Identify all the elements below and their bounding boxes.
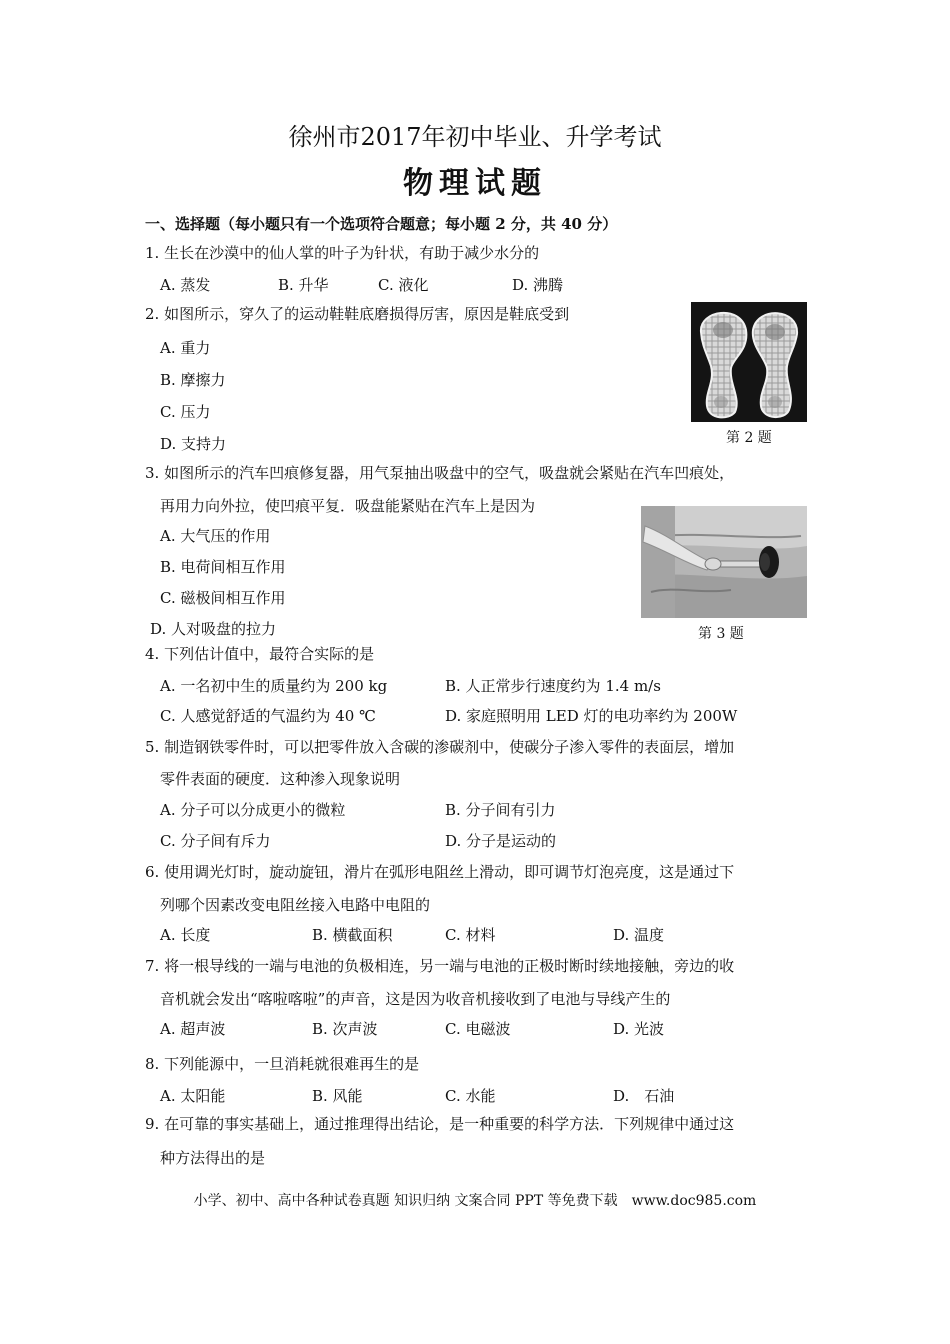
exam-title: 徐州市2017年初中毕业、升学考试 <box>288 123 662 151</box>
question-4-stem: 4. 下列估计值中，最符合实际的是 <box>145 645 375 663</box>
q6-option-b: B. 横截面积 <box>312 926 393 944</box>
q1-option-c: C. 液化 <box>378 276 429 294</box>
q1-option-a: A. 蒸发 <box>160 276 211 294</box>
question-3-stem-line1: 3. 如图所示的汽车凹痕修复器，用气泵抽出吸盘中的空气，吸盘就会紧贴在汽车凹痕处， <box>145 464 735 482</box>
q6-option-d: D. 温度 <box>613 926 665 944</box>
q1-option-d: D. 沸腾 <box>512 276 564 294</box>
q3-option-a: A. 大气压的作用 <box>160 527 271 545</box>
footer-text: 小学、初中、高中各种试卷真题 知识归纳 文案合同 PPT 等免费下载 www.doc985.com <box>193 1193 757 1209</box>
q7-option-c: C. 电磁波 <box>445 1020 511 1038</box>
q4-option-c: C. 人感觉舒适的气温约为 40 ℃ <box>160 707 376 725</box>
q5-option-d: D. 分子是运动的 <box>445 832 557 850</box>
q2-option-c: C. 压力 <box>160 403 211 421</box>
q1-option-b: B. 升华 <box>278 276 329 294</box>
shoe-soles-image <box>691 302 807 422</box>
question-1-stem: 1. 生长在沙漠中的仙人掌的叶子为针状，有助于减少水分的 <box>145 244 540 262</box>
dent-repair-image <box>641 506 807 618</box>
subject-title: 物理试题 <box>403 166 547 201</box>
q2-option-d: D. 支持力 <box>160 435 227 453</box>
question-8-stem: 8. 下列能源中，一旦消耗就很难再生的是 <box>145 1055 420 1073</box>
question-2-stem: 2. 如图所示，穿久了的运动鞋鞋底磨损得厉害，原因是鞋底受到 <box>145 305 570 323</box>
question-6-stem-line2: 列哪个因素改变电阻丝接入电路中电阻的 <box>160 896 431 914</box>
q3-option-b: B. 电荷间相互作用 <box>160 558 286 576</box>
q3-option-c: C. 磁极间相互作用 <box>160 589 286 607</box>
q7-option-a: A. 超声波 <box>160 1020 226 1038</box>
figure-3-caption: 第 3 题 <box>698 626 744 642</box>
q2-option-b: B. 摩擦力 <box>160 371 226 389</box>
q3-option-d: D. 人对吸盘的拉力 <box>150 620 277 638</box>
q8-option-d: D. 石油 <box>613 1087 675 1105</box>
q6-option-a: A. 长度 <box>160 926 211 944</box>
question-7-stem-line1: 7. 将一根导线的一端与电池的负极相连，另一端与电池的正极时断时续地接触，旁边的收 <box>145 957 735 975</box>
q8-option-c: C. 水能 <box>445 1087 496 1105</box>
q7-option-b: B. 次声波 <box>312 1020 378 1038</box>
q6-option-c: C. 材料 <box>445 926 496 944</box>
q4-option-d: D. 家庭照明用 LED 灯的电功率约为 200W <box>445 707 738 725</box>
q5-option-c: C. 分子间有斥力 <box>160 832 271 850</box>
q5-option-b: B. 分子间有引力 <box>445 801 556 819</box>
q5-option-a: A. 分子可以分成更小的微粒 <box>160 801 346 819</box>
figure-2-caption: 第 2 题 <box>726 430 772 446</box>
question-7-stem-line2: 音机就会发出“喀啦喀啦”的声音，这是因为收音机接收到了电池与导线产生的 <box>160 990 671 1008</box>
q8-option-b: B. 风能 <box>312 1087 363 1105</box>
question-9-stem-line1: 9. 在可靠的事实基础上，通过推理得出结论，是一种重要的科学方法．下列规律中通过这 <box>145 1115 735 1133</box>
question-6-stem-line1: 6. 使用调光灯时，旋动旋钮，滑片在弧形电阻丝上滑动，即可调节灯泡亮度，这是通过下 <box>145 863 735 881</box>
question-3-stem-line2: 再用力向外拉，使凹痕平复．吸盘能紧贴在汽车上是因为 <box>160 497 536 515</box>
q7-option-d: D. 光波 <box>613 1020 665 1038</box>
question-5-stem-line2: 零件表面的硬度．这种渗入现象说明 <box>160 770 401 788</box>
question-5-stem-line1: 5. 制造钢铁零件时，可以把零件放入含碳的渗碳剂中，使碳分子渗入零件的表面层，增加 <box>145 738 735 756</box>
section-heading: 一、选择题（每小题只有一个选项符合题意；每小题 2 分，共 40 分） <box>145 215 618 233</box>
q4-option-b: B. 人正常步行速度约为 1.4 m/s <box>445 677 661 695</box>
q4-option-a: A. 一名初中生的质量约为 200 kg <box>160 677 388 695</box>
question-9-stem-line2: 种方法得出的是 <box>160 1149 266 1167</box>
q2-option-a: A. 重力 <box>160 339 211 357</box>
q8-option-a: A. 太阳能 <box>160 1087 226 1105</box>
